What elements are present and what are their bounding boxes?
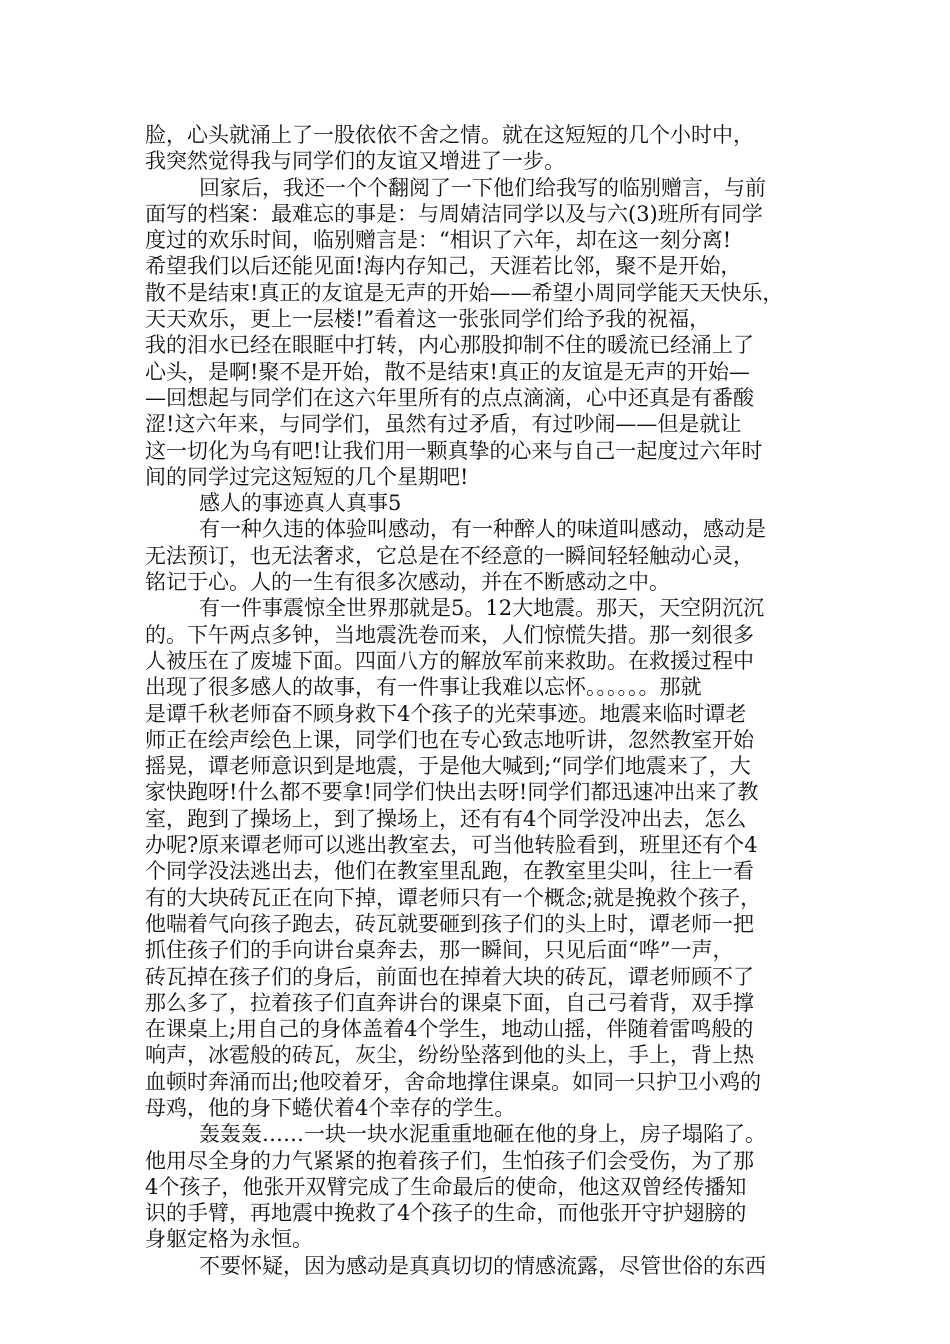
text-line: 脸，心头就涌上了一股依依不舍之情。就在这短短的几个小时中， xyxy=(145,123,754,147)
text-line: 涩!这六年来，与同学们，虽然有过矛盾，有过吵闹——但是就让 xyxy=(145,412,742,437)
text-line: 室，跑到了操场上，到了操场上，还有有4个同学没冲出去，怎么 xyxy=(145,806,747,831)
text-line: 感人的事迹真人真事5 xyxy=(199,491,402,516)
text-line: 不要怀疑，因为感动是真真切切的情感流露，尽管世俗的东西 xyxy=(199,1253,766,1278)
text-line: 有一件事震惊全世界那就是5。12大地震。那天，天空阴沉沉 xyxy=(199,596,765,621)
text-line: 有的大块砖瓦正在向下掉，谭老师只有一个概念;就是挽救个孩子， xyxy=(145,885,762,910)
text-line: 这一切化为乌有吧!让我们用一颗真挚的心来与自己一起度过六年时 xyxy=(145,438,763,463)
text-line: 间的同学过完这短短的几个星期吧! xyxy=(145,464,469,489)
document-page xyxy=(145,122,825,1279)
text-line: 度过的欢乐时间，临别赠言是：“相识了六年，却在这一刻分离! xyxy=(145,228,732,253)
text-line: 的。下午两点多钟，当地震洗卷而来，人们惊慌失措。那一刻很多 xyxy=(145,622,754,647)
text-line: 那么多了，拉着孩子们直奔讲台的课桌下面，自己弓着背，双手撑 xyxy=(145,990,754,1015)
text-line: 有一种久违的体验叫感动，有一种醉人的味道叫感动，感动是 xyxy=(199,517,766,542)
text-line: 出现了很多感人的故事，有一件事让我难以忘怀。。。。。。那就 xyxy=(145,675,702,700)
text-line: 抓住孩子们的手向讲台桌奔去，那一瞬间，只见后面“哗”一声， xyxy=(145,938,734,963)
text-line: 轰轰轰……一块一块水泥重重地砸在他的身上，房子塌陷了。 xyxy=(199,1122,766,1147)
text-line: 响声，冰雹般的砖瓦，灰尘，纷纷坠落到他的头上，手上，背上热 xyxy=(145,1043,754,1068)
text-line: 希望我们以后还能见面!海内存知己，天涯若比邻，聚不是开始， xyxy=(145,254,742,279)
text-line: 是谭千秋老师奋不顾身救下4个孩子的光荣事迹。地震来临时谭老 xyxy=(145,701,747,726)
text-line: —回想起与同学们在这六年里所有的点点滴滴，心中还真是有番酸 xyxy=(145,385,754,410)
text-line: 他用尽全身的力气紧紧的抱着孩子们，生怕孩子们会受伤，为了那 xyxy=(145,1148,754,1173)
text-line: 天天欢乐，更上一层楼!”看着这一张张同学们给予我的祝福， xyxy=(145,307,711,332)
text-line: 识的手臂，再地震中挽救了4个孩子的生命，而他张开守护翅膀的 xyxy=(145,1201,747,1226)
text-line: 摇晃，谭老师意识到是地震，于是他大喊到;“同学们地震来了，大 xyxy=(145,754,751,779)
text-line: 人被压在了废墟下面。四面八方的解放军前来救助。在救援过程中 xyxy=(145,648,754,673)
text-line: 我的泪水已经在眼眶中打转，内心那股抑制不住的暖流已经涌上了 xyxy=(145,333,754,358)
text-line: 办呢?原来谭老师可以逃出教室去，可当他转脸看到，班里还有个4 xyxy=(145,833,758,858)
text-line: 在课桌上;用自己的身体盖着4个学生，地动山摇，伴随着雷鸣般的 xyxy=(145,1017,754,1042)
text-line: 个同学没法逃出去，他们在教室里乱跑，在教室里尖叫，往上一看 xyxy=(145,859,754,884)
text-line: 我突然觉得我与同学们的友谊又增进了一步。 xyxy=(145,149,565,174)
text-line: 家快跑呀!什么都不要拿!同学们快出去呀!同学们都迅速冲出来了教 xyxy=(145,780,759,805)
text-line: 心头，是啊!聚不是开始，散不是结束!真正的友谊是无声的开始— xyxy=(145,359,750,384)
text-line: 砖瓦掉在孩子们的身后，前面也在掉着大块的砖瓦，谭老师顾不了 xyxy=(145,964,754,989)
text-line: 身躯定格为永恒。 xyxy=(145,1227,313,1252)
text-line: 铭记于心。人的一生有很多次感动，并在不断感动之中。 xyxy=(145,570,670,595)
text-line: 母鸡，他的身下蜷伏着4个幸存的学生。 xyxy=(145,1095,516,1120)
text-line: 无法预订，也无法奢求，它总是在不经意的一瞬间轻轻触动心灵， xyxy=(145,543,754,568)
text-line: 他喘着气向孩子跑去，砖瓦就要砸到孩子们的头上时，谭老师一把 xyxy=(145,911,754,936)
text-line: 回家后，我还一个个翻阅了一下他们给我写的临别赠言，与前 xyxy=(199,175,766,200)
text-line: 4个孩子，他张开双臂完成了生命最后的使命，他这双曾经传播知 xyxy=(145,1174,747,1199)
text-line: 师正在绘声绘色上课，同学们也在专心致志地听讲，忽然教室开始 xyxy=(145,727,754,752)
text-line: 面写的档案：最难忘的事是：与周婧洁同学以及与六(3)班所有同学 xyxy=(145,201,763,226)
text-line: 血顿时奔涌而出;他咬着牙，舍命地撑住课桌。如同一只护卫小鸡的 xyxy=(145,1069,762,1094)
text-line: 散不是结束!真正的友谊是无声的开始——希望小周同学能天天快乐， xyxy=(145,280,784,305)
